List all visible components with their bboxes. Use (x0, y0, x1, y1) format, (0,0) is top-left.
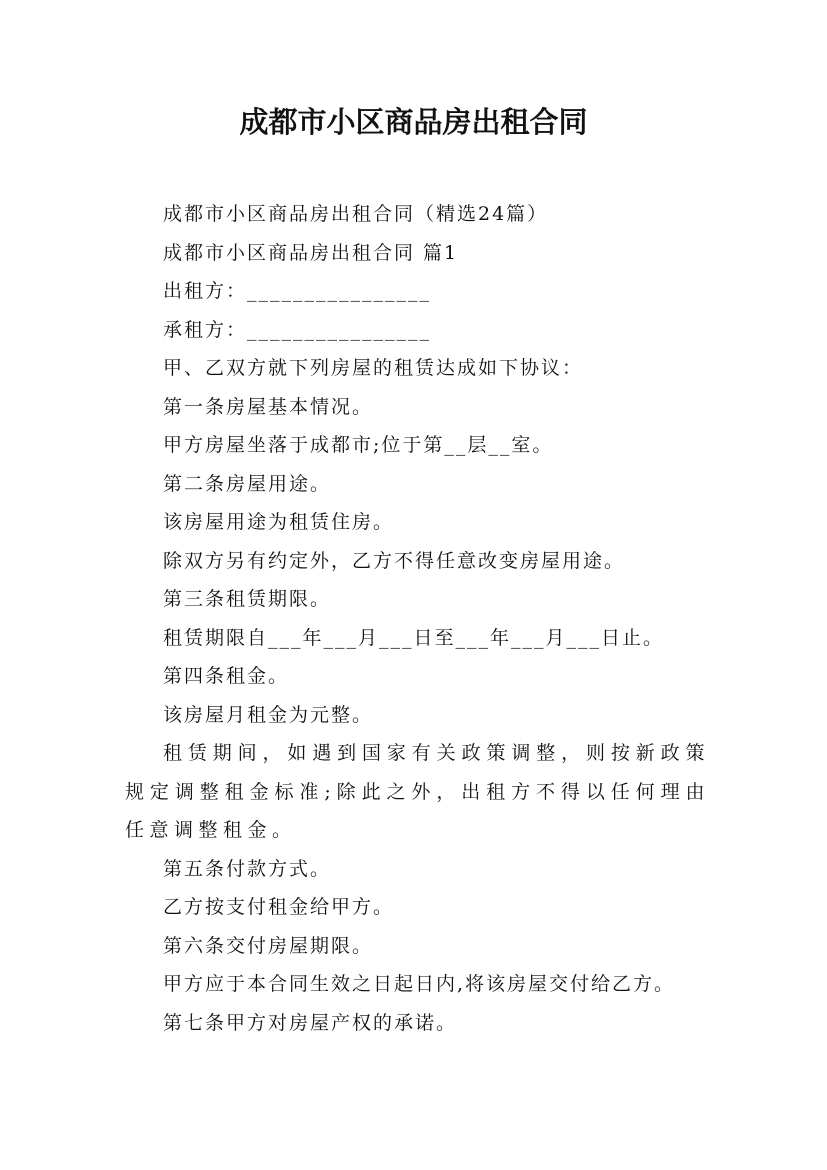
paragraph-lessor: 出租方：________________ (163, 280, 432, 302)
paragraph-article-6-body: 甲方应于本合同生效之日起日内,将该房屋交付给乙方。 (163, 973, 676, 995)
paragraph-article-3-heading: 第三条租赁期限。 (163, 588, 332, 610)
document-title: 成都市小区商品房出租合同 (239, 105, 588, 139)
paragraph-agreement-intro: 甲、乙双方就下列房屋的租赁达成如下协议： (163, 357, 584, 379)
paragraph-article-2-body-2: 除双方另有约定外，乙方不得任意改变房屋用途。 (163, 549, 626, 572)
paragraph-article-4-heading: 第四条租金。 (163, 665, 290, 687)
paragraph-article-2-body-1: 该房屋用途为租赁住房。 (163, 511, 395, 533)
paragraph-article-4-body-1: 该房屋月租金为元整。 (163, 703, 374, 726)
paragraph-lessee: 承租方：________________ (163, 318, 432, 341)
paragraph-article-6-heading: 第六条交付房屋期限。 (163, 934, 374, 957)
paragraph-article-7-heading: 第七条甲方对房屋产权的承诺。 (163, 1011, 458, 1034)
paragraph-article-1-body: 甲方房屋坐落于成都市;位于第__层__室。 (163, 434, 554, 456)
paragraph-article-1-heading: 第一条房屋基本情况。 (163, 395, 374, 418)
paragraph-subtitle: 成都市小区商品房出租合同（精选24篇） (163, 203, 549, 225)
document-body (125, 195, 710, 1042)
paragraph-article-5-body: 乙方按支付租金给甲方。 (163, 896, 395, 918)
paragraph-article-3-body: 租赁期限自___年___月___日至___年___月___日止。 (163, 626, 665, 649)
paragraph-section-heading: 成都市小区商品房出租合同 篇1 (163, 241, 459, 264)
paragraph-article-2-heading: 第二条房屋用途。 (163, 472, 332, 495)
paragraph-article-5-heading: 第五条付款方式。 (163, 857, 332, 880)
paragraph-article-4-body-2: 租赁期间，如遇到国家有关政策调整，则按新政策规定调整租金标准;除此之外，出租方不得以任何理由任意调整租金。 (125, 742, 710, 841)
